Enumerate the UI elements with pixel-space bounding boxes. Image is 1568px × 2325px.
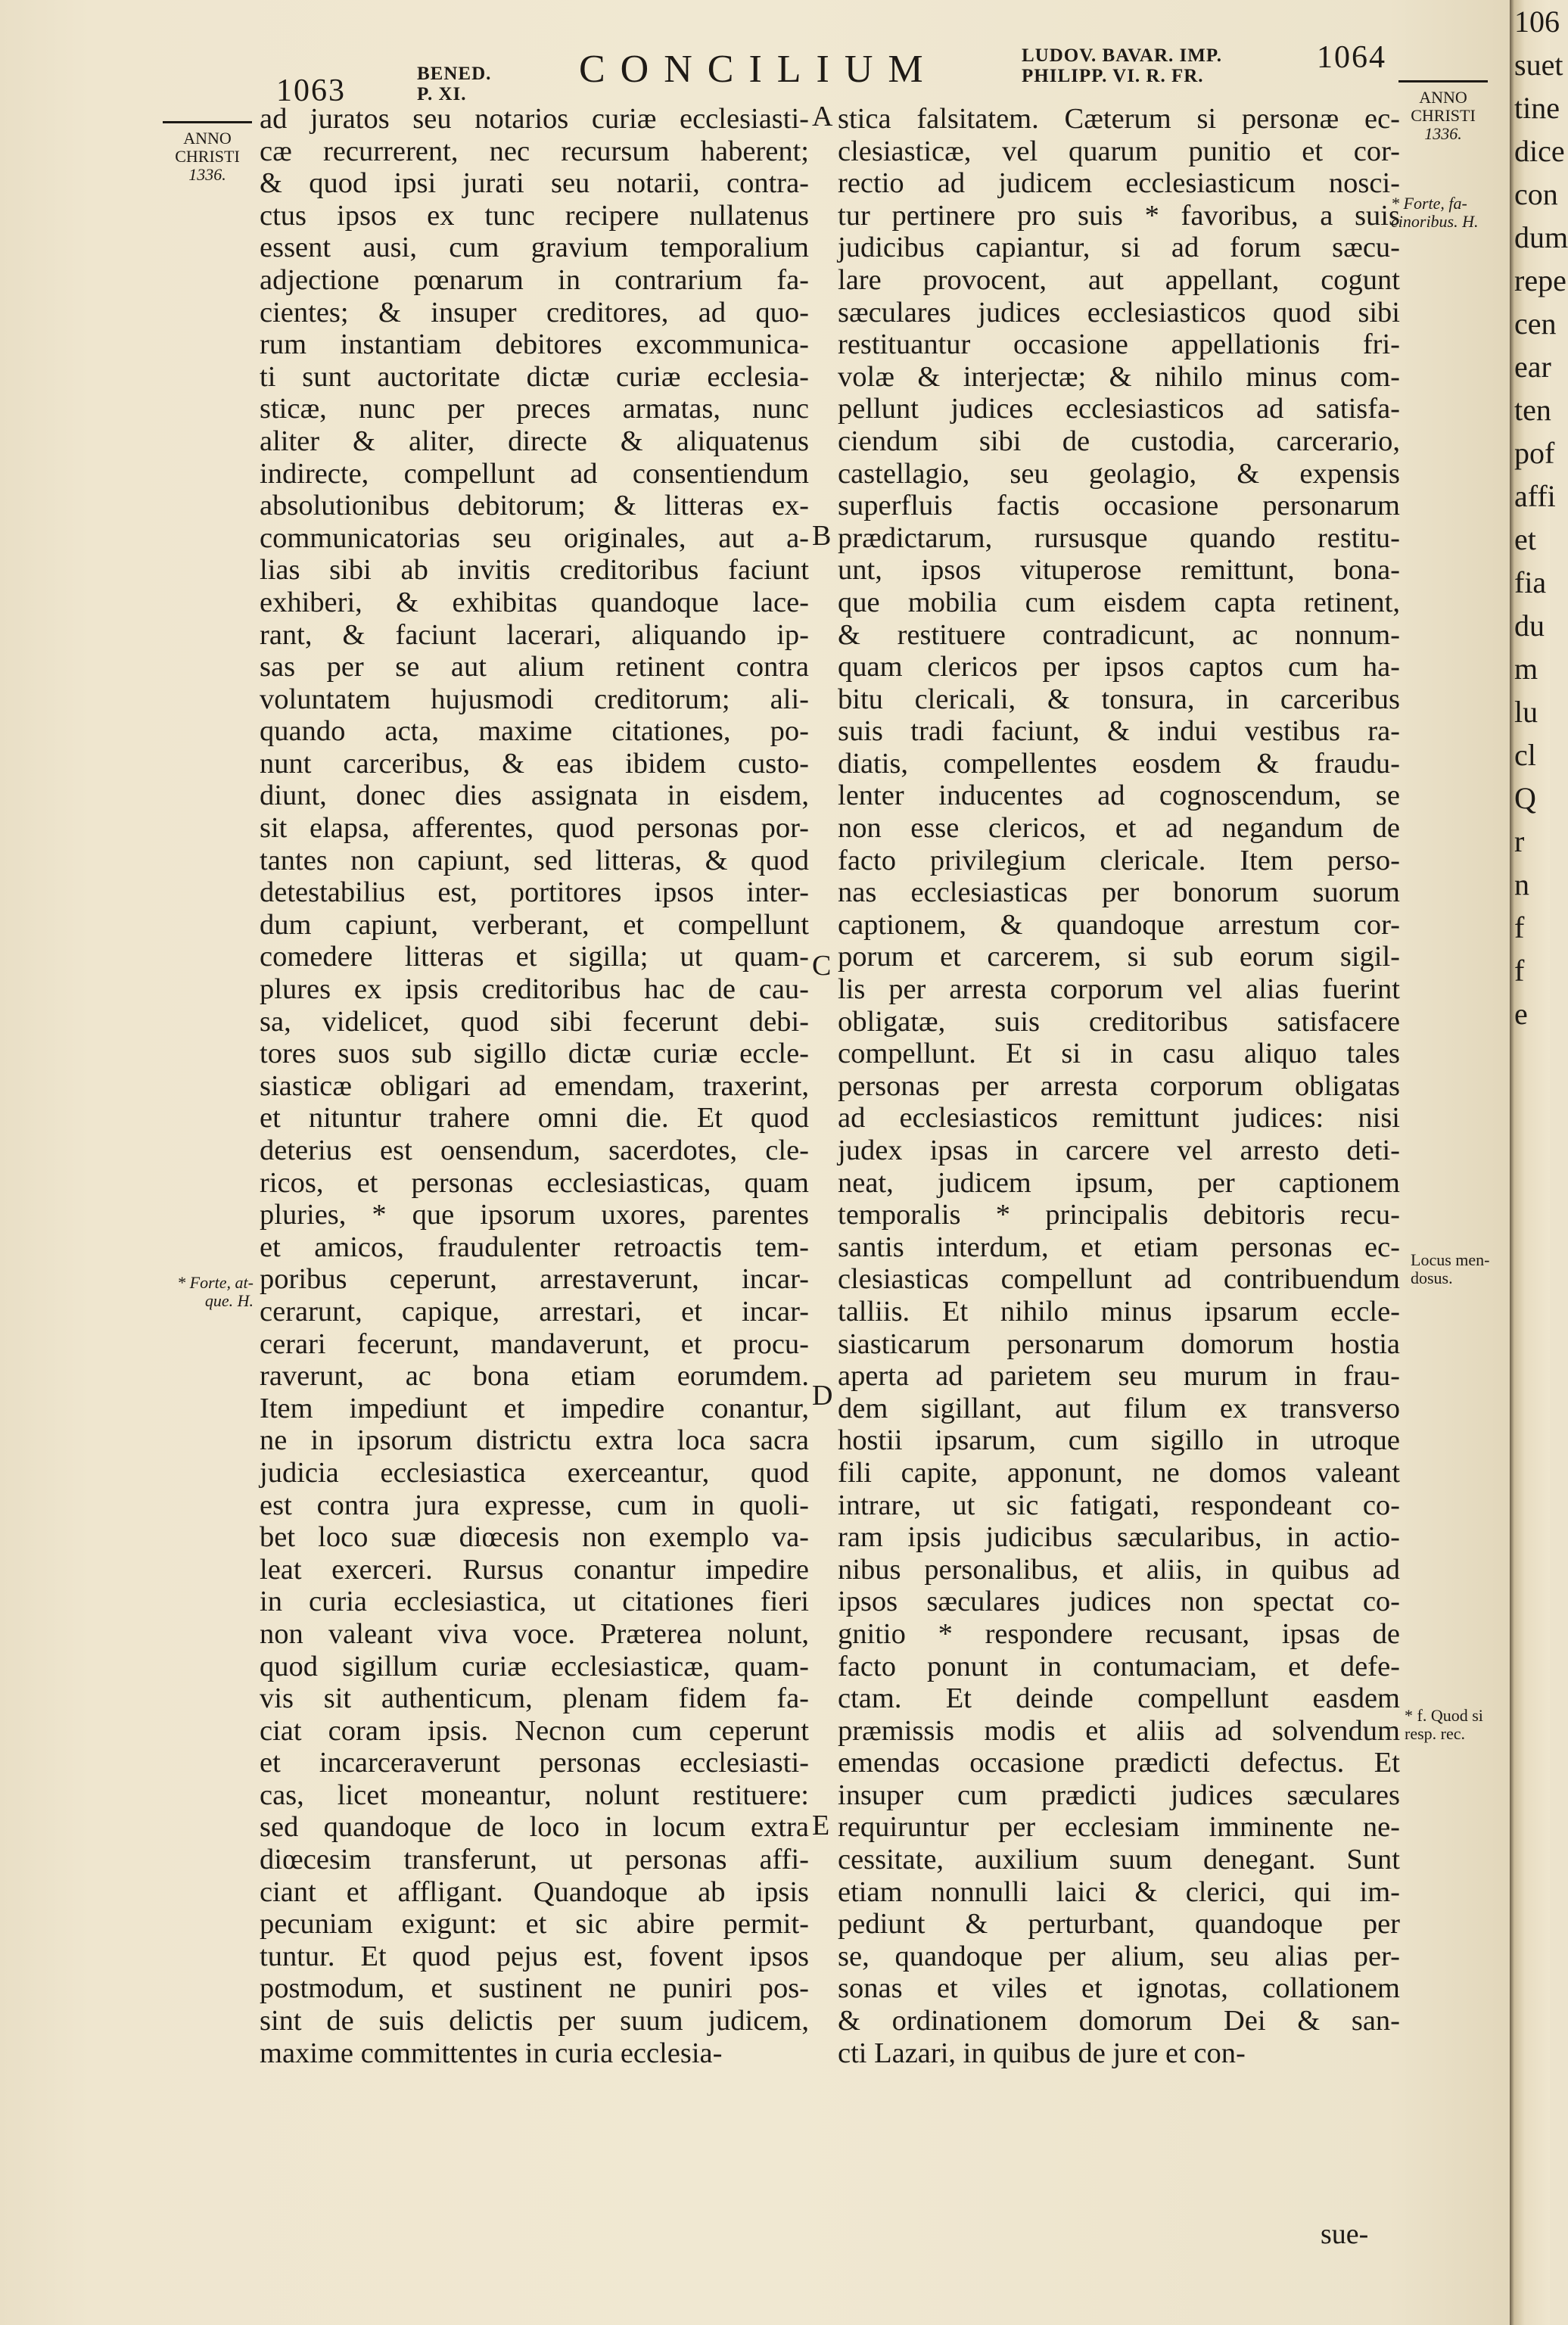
right-column-line: neat, judicem ipsum, per captionem: [838, 1166, 1400, 1199]
right-column-line: ctam. Et deinde compellunt easdem: [838, 1682, 1400, 1715]
anno-marker-left: ANNO CHRISTI 1336.: [163, 121, 252, 184]
margin-note-locus-mendosus: Locus men- dosus.: [1411, 1250, 1490, 1287]
left-column-line: cientes; & insuper creditores, ad quo-: [260, 296, 809, 328]
left-column-line: et nituntur trahere omni die. Et quod: [260, 1102, 809, 1134]
right-column-line: nas ecclesiasticas per bonorum suorum: [838, 876, 1400, 909]
next-page-fragment: e: [1514, 997, 1528, 1031]
pope-heading: [417, 64, 491, 104]
right-column-line: diatis, compellentes eosdem & fraudu-: [838, 747, 1400, 780]
next-page-fragment: Q: [1514, 781, 1536, 815]
left-column-line: sas per se aut alium retinent contra: [260, 651, 809, 683]
left-column-line: diœcesim transferunt, ut personas affi-: [260, 1844, 809, 1876]
left-text-column: [260, 103, 809, 2069]
next-page-fragment: ear: [1514, 350, 1551, 384]
right-column-line: non esse clericos, et ad negandum de: [838, 812, 1400, 845]
right-column-line: cti Lazari, in quibus de jure et con-: [838, 2037, 1246, 2069]
left-column-line: raverunt, ac bona etiam eorumdem.: [260, 1360, 809, 1393]
next-page-fragment: dice: [1514, 134, 1565, 168]
right-column-line: porum et carcerem, si sub eorum sigil-: [838, 941, 1400, 973]
next-page-fragment: m: [1514, 652, 1538, 686]
left-column-line: pluries, * que ipsorum uxores, parentes: [260, 1199, 809, 1231]
right-column-line: tur pertinere pro suis * favoribus, a suis: [838, 199, 1400, 232]
left-column-line: ti sunt auctoritate dictæ curiæ ecclesia-: [260, 360, 809, 393]
left-column-line: plures ex ipsis creditoribus hac de cau-: [260, 973, 809, 1006]
right-column-line: lis per arresta corporum vel alias fuerint: [838, 973, 1400, 1006]
right-column-line: & ordinationem domorum Dei & san-: [838, 2005, 1400, 2037]
left-column-line: sticæ, nunc per preces armatas, nunc: [260, 393, 809, 425]
margin-note-forte-atque: * Forte, at- que. H.: [177, 1273, 254, 1310]
right-column-line: santis interdum, et etiam personas ec-: [838, 1231, 1400, 1263]
left-column-line: pecuniam exigunt: et sic abire permit-: [260, 1908, 809, 1941]
right-column-line: pediunt & perturbant, quandoque per: [838, 1908, 1400, 1941]
pope-name: BENED.: [417, 64, 492, 84]
right-column-line: dem sigillant, aut filum ex transverso: [838, 1392, 1400, 1424]
section-letter-c: C: [812, 950, 832, 982]
left-column-line: ad juratos seu notarios curiæ ecclesiasti-: [260, 103, 809, 135]
left-column-line: est contra jura expresse, cum in quoli-: [260, 1489, 809, 1521]
right-column-line: personas per arresta corporum obligatas: [838, 1069, 1400, 1102]
right-column-line: præmissis modis et aliis ad solvendum: [838, 1714, 1400, 1747]
right-column-line: bitu clericali, & tonsura, in carceribus: [838, 683, 1400, 715]
right-column-line: sæculares judices ecclesiasticos quod sibi: [838, 296, 1400, 328]
section-letter-b: B: [812, 520, 832, 552]
left-column-line: poribus ceperunt, arrestaverunt, incar-: [260, 1263, 809, 1296]
next-page-fragment: pof: [1514, 436, 1555, 470]
right-column-line: lenter inducentes ad cognoscendum, se: [838, 780, 1400, 812]
right-column-line: facto ponunt in contumaciam, et defe-: [838, 1650, 1400, 1682]
left-column-line: quando acta, maxime citationes, po-: [260, 715, 809, 748]
next-page-fragment: cl: [1514, 738, 1536, 772]
left-column-line: bet loco suæ diœcesis non exemplo va-: [260, 1521, 809, 1554]
right-column-line: judicibus capiantur, si ad forum sæcu-: [838, 232, 1400, 264]
left-column-line: communicatorias seu originales, aut a-: [260, 521, 809, 554]
anno-marker-right: ANNO CHRISTI 1336.: [1398, 80, 1488, 143]
left-column-line: diunt, donec dies assignata in eisdem,: [260, 780, 809, 812]
left-column-line: sit elapsa, afferentes, quod personas por-: [260, 812, 809, 845]
right-column-line: se, quandoque per alium, seu alias per-: [838, 1940, 1400, 1972]
left-column-line: rum instantiam debitores excommunica-: [260, 328, 809, 361]
next-page-fragment: f: [1514, 910, 1525, 945]
anno-rule: [1398, 80, 1488, 82]
ruler-emperor: LUDOV. BAVAR. IMP.: [1022, 45, 1223, 66]
next-page-fragment: cen: [1514, 307, 1557, 341]
right-column-line: quam clericos per ipsos captos cum ha-: [838, 651, 1400, 683]
right-column-line: siasticarum personarum domorum hostia: [838, 1327, 1400, 1360]
left-column-line: indirecte, compellunt ad consentiendum: [260, 457, 809, 490]
section-letter-e: E: [812, 1810, 830, 1841]
right-column-line: ad ecclesiasticos remittunt judices: nisi: [838, 1102, 1400, 1134]
right-column-line: judex ipsas in carcere vel arresto deti-: [838, 1134, 1400, 1166]
anno-rule: [163, 121, 252, 123]
next-page-fragment: n: [1514, 867, 1529, 901]
right-column-line: sonas et viles et ignotas, collationem: [838, 1972, 1400, 2005]
left-column-line: comedere litteras et sigilla; ut quam-: [260, 941, 809, 973]
right-column-line: aperta ad parietem seu murum in frau-: [838, 1360, 1400, 1393]
right-column-line: captionem, & quandoque arrestum cor-: [838, 908, 1400, 941]
right-column-line: suis tradi faciunt, & indui vestibus ra-: [838, 715, 1400, 748]
left-column-line: vis sit authenticum, plenam fidem fa-: [260, 1682, 809, 1715]
left-column-line: siasticæ obligari ad emendam, traxerint,: [260, 1069, 809, 1102]
right-column-line: hostii ipsarum, cum sigillo in utroque: [838, 1424, 1400, 1457]
right-column-line: emendas occasione prædicti defectus. Et: [838, 1747, 1400, 1779]
right-column-line: fili capite, apponunt, ne domos valeant: [838, 1456, 1400, 1489]
right-column-line: nibus personalibus, et aliis, in quibus ad: [838, 1553, 1400, 1586]
next-page-fragment: repe: [1514, 263, 1566, 297]
right-column-line: talliis. Et nihilo minus ipsarum eccle-: [838, 1295, 1400, 1327]
left-column-line: cerari fecerunt, mandaverunt, et procu-: [260, 1327, 809, 1360]
ruler-king: PHILIPP. VI. R. FR.: [1022, 66, 1204, 86]
next-page-fragment: r: [1514, 824, 1525, 858]
left-column-line: rant, & faciunt lacerari, aliquando ip-: [260, 618, 809, 651]
right-column-line: unt, ipsos vituperose remittunt, bona-: [838, 554, 1400, 587]
right-column-line: que mobilia cum eisdem capta retinent,: [838, 586, 1400, 618]
next-page-fragment: tine: [1514, 91, 1560, 125]
left-column-line: sint de suis delictis per suum judicem,: [260, 2005, 809, 2037]
right-column-line: castellagio, seu geolagio, & expensis: [838, 457, 1400, 490]
next-page-fragment: dum: [1514, 220, 1568, 254]
right-column-line: lare provocent, aut appellant, cogunt: [838, 263, 1400, 296]
right-column-line: superfluis factis occasione personarum: [838, 490, 1400, 522]
left-column-line: cerarunt, capique, arrestari, et incar-: [260, 1295, 809, 1327]
left-column-line: tuntur. Et quod pejus est, fovent ipsos: [260, 1940, 809, 1972]
right-column-line: temporalis * principalis debitoris recu-: [838, 1199, 1400, 1231]
left-column-line: lias sibi ab invitis creditoribus faciunt: [260, 554, 809, 587]
right-column-line: pellunt judices ecclesiasticos ad satisfa-: [838, 393, 1400, 425]
right-text-column: [838, 103, 1400, 2069]
left-column-line: & quod ipsi jurati seu notarii, contra-: [260, 167, 809, 200]
left-column-line: ne in ipsorum districtu extra loca sacra: [260, 1424, 809, 1457]
right-column-line: rectio ad judicem ecclesiasticum nosci-: [838, 167, 1400, 200]
right-column-line: facto privilegium clericale. Item perso-: [838, 844, 1400, 876]
left-column-line: adjectione pœnarum in contrarium fa-: [260, 263, 809, 296]
page-number-left: 1063: [276, 73, 346, 108]
right-column-line: prædictarum, rursusque quando restitu-: [838, 521, 1400, 554]
right-column-line: clesiasticæ, vel quarum punitio et cor-: [838, 135, 1400, 167]
next-page-fragment: 106: [1514, 5, 1560, 39]
next-page-fragment: du: [1514, 608, 1545, 643]
right-column-line: compellunt. Et si in casu aliquo tales: [838, 1038, 1400, 1070]
right-column-line: etiam nonnulli laici & clerici, qui im-: [838, 1875, 1400, 1908]
right-column-line: & restituere contradicunt, ac nonnum-: [838, 618, 1400, 651]
left-column-line: sa, videlicet, quod sibi fecerunt debi-: [260, 1005, 809, 1038]
next-page-fragment: suet: [1514, 48, 1563, 82]
left-column-line: in curia ecclesiastica, ut citationes fieri: [260, 1586, 809, 1618]
left-column-line: absolutionibus debitorum; & litteras ex-: [260, 490, 809, 522]
next-page-fragment: ten: [1514, 393, 1551, 427]
right-column-line: intrare, ut sic fatigati, respondeant co-: [838, 1489, 1400, 1521]
section-letter-d: D: [812, 1380, 833, 1411]
left-column-line: sed quandoque de loco in locum extra: [260, 1811, 809, 1844]
left-column-line: tantes non capiunt, sed litteras, & quod: [260, 844, 809, 876]
left-column-line: exhiberi, & exhibitas quandoque lace-: [260, 586, 809, 618]
left-column-line: leat exerceri. Rursus conantur impedire: [260, 1553, 809, 1586]
left-column-line: cas, licet moneantur, nolunt restituere:: [260, 1779, 809, 1811]
right-column-line: ram ipsis judicibus sæcularibus, in actio-: [838, 1521, 1400, 1554]
page-number-right: 1064: [1317, 40, 1386, 75]
left-column-line: essent ausi, cum gravium temporalium: [260, 232, 809, 264]
left-column-line: ciat coram ipsis. Necnon cum ceperunt: [260, 1714, 809, 1747]
left-column-line: detestabilius est, portitores ipsos inter-: [260, 876, 809, 909]
left-column-line: judicia ecclesiastica exerceantur, quod: [260, 1456, 809, 1489]
right-column-line: ciendum sibi de custodia, carcerario,: [838, 425, 1400, 457]
next-page-fragment: fia: [1514, 565, 1547, 599]
right-column-line: ipsos sæculares judices non spectat co-: [838, 1586, 1400, 1618]
left-column-line: quod sigillum curiæ ecclesiasticæ, quam-: [260, 1650, 809, 1682]
right-column-line: stica falsitatem. Cæterum si personæ ec-: [838, 103, 1400, 135]
left-column-line: ricos, et personas ecclesiasticas, quam: [260, 1166, 809, 1199]
next-page-fragment: con: [1514, 177, 1558, 211]
left-column-line: et amicos, fraudulenter retroactis tem-: [260, 1231, 809, 1263]
margin-note-forte-facinoribus: * Forte, fa- cinoribus. H.: [1391, 194, 1479, 231]
left-column-line: cæ recurrerent, nec recursum haberent;: [260, 135, 809, 167]
right-column-line: clesiasticas compellunt ad contribuendum: [838, 1263, 1400, 1296]
left-column-line: et incarceraverunt personas ecclesiasti-: [260, 1747, 809, 1779]
left-column-line: non valeant viva voce. Præterea nolunt,: [260, 1617, 809, 1650]
left-column-line: postmodum, et sustinent ne puniri pos-: [260, 1972, 809, 2005]
left-column-line: deterius est oensendum, sacerdotes, cle-: [260, 1134, 809, 1166]
right-column-line: requiruntur per ecclesiam imminente ne-: [838, 1811, 1400, 1844]
pope-title: P. XI.: [417, 84, 467, 104]
catchword: sue-: [1321, 2218, 1369, 2250]
rulers-heading: [1022, 45, 1222, 86]
left-column-line: aliter & aliter, directe & aliquatenus: [260, 425, 809, 457]
section-letter-a: A: [812, 101, 833, 132]
left-column-line: nunt carceribus, & eas ibidem custo-: [260, 747, 809, 780]
right-column-line: restituantur occasione appellationis fri-: [838, 328, 1400, 361]
next-page-fragment: lu: [1514, 695, 1538, 729]
left-column-line: Item impediunt et impedire conantur,: [260, 1392, 809, 1424]
next-page-fragment: et: [1514, 522, 1536, 556]
right-column-line: volæ & interjectæ; & nihilo minus com-: [838, 360, 1400, 393]
next-page-fragment: f: [1514, 954, 1525, 988]
left-column-line: voluntatem hujusmodi creditorum; ali-: [260, 683, 809, 715]
running-title: CONCILIUM: [579, 48, 938, 91]
margin-note-quod-si: * f. Quod si resp. rec.: [1405, 1706, 1483, 1743]
right-column-line: insuper cum prædicti judices sæculares: [838, 1779, 1400, 1811]
right-column-line: cessitate, auxilium suum denegant. Sunt: [838, 1844, 1400, 1876]
left-column-line: tores suos sub sigillo dictæ curiæ eccle-: [260, 1038, 809, 1070]
right-column-line: obligatæ, suis creditoribus satisfacere: [838, 1005, 1400, 1038]
next-page-fragment: affi: [1514, 479, 1556, 513]
left-column-line: ctus ipsos ex tunc recipere nullatenus: [260, 199, 809, 232]
left-column-line: maxime committentes in curia ecclesia-: [260, 2037, 723, 2069]
left-column-line: ciant et affligant. Quandoque ab ipsis: [260, 1875, 809, 1908]
left-column-line: dum capiunt, verberant, et compellunt: [260, 908, 809, 941]
next-page-edge: [1510, 0, 1568, 2325]
right-column-line: gnitio * respondere recusant, ipsas de: [838, 1617, 1400, 1650]
